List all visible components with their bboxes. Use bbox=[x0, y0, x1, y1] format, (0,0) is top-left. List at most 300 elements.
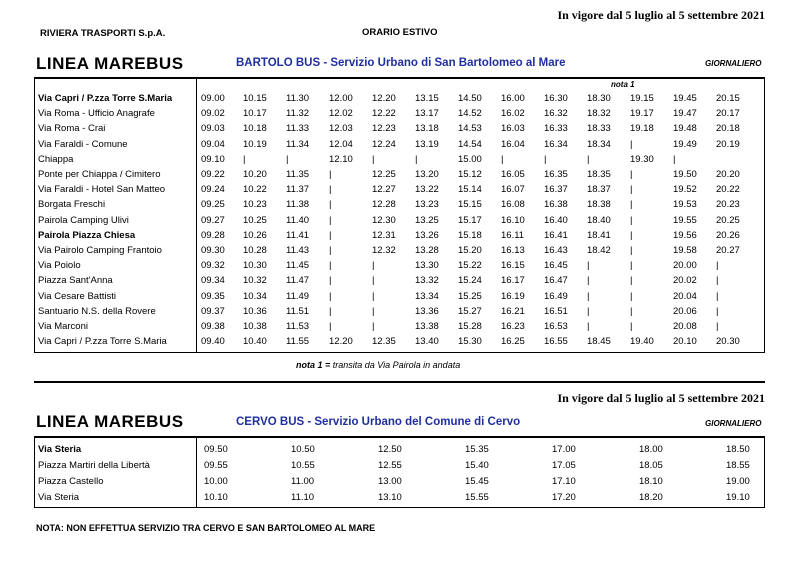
departure-time: 19.48 bbox=[673, 123, 697, 135]
departure-time: 19.40 bbox=[630, 336, 654, 348]
departure-time: 16.02 bbox=[501, 108, 525, 120]
table-row bbox=[35, 167, 756, 182]
departure-time bbox=[714, 152, 756, 167]
stop-name: Via Capri / P.zza Torre S.Maria bbox=[38, 93, 173, 104]
departure-time: 20.02 bbox=[673, 275, 697, 287]
departure-time: 10.36 bbox=[243, 305, 267, 317]
departure-time: 10.18 bbox=[243, 123, 267, 135]
departure-time: 19.18 bbox=[630, 123, 654, 135]
departure-time: 16.08 bbox=[501, 199, 525, 211]
departure-time: 16.10 bbox=[501, 214, 525, 226]
departure-time: 09.02 bbox=[201, 108, 225, 120]
departure-time: 17.00 bbox=[552, 444, 576, 455]
departure-time: 19.17 bbox=[630, 108, 654, 120]
departure-time: 11.30 bbox=[286, 93, 310, 104]
departure-time: 15.35 bbox=[465, 444, 489, 455]
departure-time: 10.38 bbox=[243, 321, 267, 333]
departure-time: 13.26 bbox=[415, 229, 439, 241]
departure-time: 18.45 bbox=[587, 336, 611, 348]
departure-time: | bbox=[587, 275, 590, 287]
departure-time: 10.23 bbox=[243, 199, 267, 211]
cervo-schedule-table bbox=[35, 442, 786, 506]
bartolo-schedule-table bbox=[35, 91, 756, 349]
stop-name: Via Cesare Battisti bbox=[38, 290, 116, 302]
departure-time: 20.17 bbox=[716, 108, 740, 120]
departure-time: 13.40 bbox=[415, 336, 439, 348]
table-row bbox=[35, 182, 756, 197]
departure-time: 14.52 bbox=[458, 108, 482, 120]
footnote-label: nota 1 = bbox=[296, 360, 331, 370]
departure-time: 11.35 bbox=[286, 169, 310, 181]
departure-time: 10.25 bbox=[243, 214, 267, 226]
departure-time: 18.42 bbox=[587, 245, 611, 257]
departure-time: 09.03 bbox=[201, 123, 225, 135]
departure-time: 16.04 bbox=[501, 138, 525, 150]
departure-time: 09.50 bbox=[204, 444, 228, 455]
departure-time: 19.45 bbox=[673, 93, 697, 104]
departure-time: | bbox=[716, 321, 719, 333]
departure-time: | bbox=[329, 229, 332, 241]
departure-time: 09.27 bbox=[201, 214, 225, 226]
departure-time: 13.18 bbox=[415, 123, 439, 135]
departure-time: 16.33 bbox=[544, 123, 568, 135]
departure-time: 12.23 bbox=[372, 123, 396, 135]
departure-time: 18.37 bbox=[587, 184, 611, 196]
footnote-text: transita da Via Pairola in andata bbox=[332, 360, 461, 370]
departure-time: 16.11 bbox=[501, 229, 525, 241]
departure-time: 20.15 bbox=[716, 93, 740, 104]
departure-time: | bbox=[372, 260, 375, 272]
departure-time: 09.22 bbox=[201, 169, 225, 181]
departure-time: 12.55 bbox=[378, 460, 402, 471]
departure-time: 17.20 bbox=[552, 492, 576, 503]
table-row bbox=[35, 197, 756, 212]
departure-time: 11.40 bbox=[286, 214, 310, 226]
table-row bbox=[35, 442, 786, 458]
departure-time: 18.40 bbox=[587, 214, 611, 226]
departure-time: | bbox=[329, 321, 332, 333]
departure-time: 12.25 bbox=[372, 169, 396, 181]
departure-time: 15.17 bbox=[458, 214, 482, 226]
departure-time: 19.00 bbox=[726, 476, 750, 487]
departure-time: 20.22 bbox=[716, 184, 740, 196]
departure-time: 13.00 bbox=[378, 476, 402, 487]
departure-time: 18.34 bbox=[587, 138, 611, 150]
departure-time: 11.53 bbox=[286, 321, 310, 333]
departure-time: 19.49 bbox=[673, 138, 697, 150]
stop-name: Chiappa bbox=[38, 153, 74, 165]
departure-time: 19.55 bbox=[673, 214, 697, 226]
frequency-label-2: GIORNALIERO bbox=[705, 419, 762, 428]
table-row bbox=[35, 121, 756, 136]
departure-time: 15.30 bbox=[458, 336, 482, 348]
departure-time: 12.30 bbox=[372, 214, 396, 226]
departure-time: 16.41 bbox=[544, 229, 568, 241]
departure-time: 12.20 bbox=[372, 93, 396, 104]
table-row bbox=[35, 304, 756, 319]
stop-name: Via Roma - Crai bbox=[38, 123, 106, 135]
departure-time: 18.35 bbox=[587, 169, 611, 181]
departure-time: 20.26 bbox=[716, 229, 740, 241]
stop-name: Via Roma - Ufficio Anagrafe bbox=[38, 108, 155, 120]
departure-time: 09.40 bbox=[201, 336, 225, 348]
line-title-2: LINEA MAREBUS bbox=[36, 412, 184, 431]
departure-time: 15.20 bbox=[458, 245, 482, 257]
departure-time: 09.38 bbox=[201, 321, 225, 333]
departure-time: 11.49 bbox=[286, 290, 310, 302]
stop-name: Santuario N.S. della Rovere bbox=[38, 305, 156, 317]
stop-name: Via Faraldi - Comune bbox=[38, 138, 128, 150]
departure-time: 09.35 bbox=[201, 290, 225, 302]
table-row bbox=[35, 91, 756, 106]
departure-time: 18.10 bbox=[639, 476, 663, 487]
table-row bbox=[35, 213, 756, 228]
departure-time: | bbox=[630, 290, 633, 302]
departure-time: 10.50 bbox=[291, 444, 315, 455]
departure-time: | bbox=[630, 260, 633, 272]
departure-time: 18.41 bbox=[587, 229, 611, 241]
validity-dates-2: In vigore dal 5 luglio al 5 settembre 2021 bbox=[557, 391, 765, 405]
departure-time: 13.34 bbox=[415, 290, 439, 302]
departure-time: 20.04 bbox=[673, 290, 697, 302]
departure-time: | bbox=[329, 184, 332, 196]
departure-time: 15.12 bbox=[458, 169, 482, 181]
frequency-label: GIORNALIERO bbox=[705, 59, 762, 68]
departure-time: 09.34 bbox=[201, 275, 225, 287]
departure-time: | bbox=[587, 260, 590, 272]
departure-time: 12.50 bbox=[378, 444, 402, 455]
service-title: BARTOLO BUS - Servizio Urbano di San Bartolomeo al Mare bbox=[236, 57, 566, 69]
season-label: ORARIO ESTIVO bbox=[362, 27, 438, 38]
departure-time: 16.49 bbox=[544, 290, 568, 302]
departure-time: 10.00 bbox=[204, 476, 228, 487]
departure-time: 12.24 bbox=[372, 138, 396, 150]
departure-time: 10.34 bbox=[243, 290, 267, 302]
departure-time: 12.31 bbox=[372, 229, 396, 241]
departure-time: 15.14 bbox=[458, 184, 482, 196]
table-row bbox=[35, 458, 786, 474]
departure-time: 19.52 bbox=[673, 184, 697, 196]
departure-time: 13.19 bbox=[415, 138, 439, 150]
departure-time: 12.32 bbox=[372, 245, 396, 257]
departure-time: 13.25 bbox=[415, 214, 439, 226]
departure-time: | bbox=[329, 305, 332, 317]
departure-time: | bbox=[630, 321, 633, 333]
page-divider bbox=[34, 381, 765, 383]
departure-time: | bbox=[587, 153, 590, 165]
departure-time: | bbox=[372, 305, 375, 317]
departure-time: 14.53 bbox=[458, 123, 482, 135]
departure-time: 10.55 bbox=[291, 460, 315, 471]
departure-time: 11.34 bbox=[286, 138, 310, 150]
departure-time: 13.30 bbox=[415, 260, 439, 272]
stop-name: Via Steria bbox=[38, 492, 80, 503]
departure-time: 18.05 bbox=[639, 460, 663, 471]
stop-name: Via Steria bbox=[38, 444, 82, 455]
departure-time: 12.35 bbox=[372, 336, 396, 348]
departure-time: 19.15 bbox=[630, 93, 654, 104]
departure-time: 20.06 bbox=[673, 305, 697, 317]
departure-time: 16.21 bbox=[501, 305, 525, 317]
departure-time: 16.32 bbox=[544, 108, 568, 120]
service-title-2: CERVO BUS - Servizio Urbano del Comune di Cervo bbox=[236, 416, 521, 428]
departure-time: 13.36 bbox=[415, 305, 439, 317]
departure-time: 20.25 bbox=[716, 214, 740, 226]
departure-time: 11.00 bbox=[291, 476, 315, 487]
departure-time: | bbox=[587, 321, 590, 333]
departure-time: 19.58 bbox=[673, 245, 697, 257]
departure-time: | bbox=[501, 153, 504, 165]
departure-time: 10.19 bbox=[243, 138, 267, 150]
departure-time: 10.32 bbox=[243, 275, 267, 287]
departure-time: 12.22 bbox=[372, 108, 396, 120]
departure-time: 09.30 bbox=[201, 245, 225, 257]
table-row bbox=[35, 490, 786, 506]
stop-name: Piazza Martiri della Libertà bbox=[38, 460, 150, 471]
stop-name: Piazza Castello bbox=[38, 476, 104, 487]
departure-time: 13.32 bbox=[415, 275, 439, 287]
departure-time: 17.10 bbox=[552, 476, 576, 487]
departure-time: 16.25 bbox=[501, 336, 525, 348]
table-row bbox=[35, 137, 756, 152]
departure-time: | bbox=[630, 275, 633, 287]
departure-time: 09.28 bbox=[201, 229, 225, 241]
table-row bbox=[35, 289, 756, 304]
stop-name: Via Poiolo bbox=[38, 260, 81, 272]
departure-time: 11.51 bbox=[286, 305, 310, 317]
departure-time: 09.25 bbox=[201, 199, 225, 211]
departure-time: 15.22 bbox=[458, 260, 482, 272]
table-row bbox=[35, 258, 756, 273]
departure-time: 20.30 bbox=[716, 336, 740, 348]
stop-name: Ponte per Chiappa / Cimitero bbox=[38, 169, 161, 181]
stop-name: Pairola Piazza Chiesa bbox=[38, 229, 136, 241]
departure-time: | bbox=[630, 184, 633, 196]
departure-time: | bbox=[329, 169, 332, 181]
departure-time: | bbox=[630, 214, 633, 226]
departure-time: 16.53 bbox=[544, 321, 568, 333]
stop-name: Pairola Camping Ulivi bbox=[38, 214, 129, 226]
departure-time: 16.07 bbox=[501, 184, 525, 196]
departure-time: 19.53 bbox=[673, 199, 697, 211]
departure-time: | bbox=[716, 260, 719, 272]
departure-time: 13.38 bbox=[415, 321, 439, 333]
departure-time: 16.38 bbox=[544, 199, 568, 211]
stop-name: Via Faraldi - Hotel San Matteo bbox=[38, 184, 166, 196]
departure-time: 12.02 bbox=[329, 108, 353, 120]
departure-time: 11.47 bbox=[286, 275, 310, 287]
departure-time: 15.24 bbox=[458, 275, 482, 287]
departure-time: | bbox=[630, 199, 633, 211]
departure-time: 10.28 bbox=[243, 245, 267, 257]
departure-time: 16.15 bbox=[501, 260, 525, 272]
stop-name: Via Marconi bbox=[38, 321, 88, 333]
departure-time: 13.22 bbox=[415, 184, 439, 196]
departure-time: 15.00 bbox=[458, 153, 482, 165]
departure-time: 15.25 bbox=[458, 290, 482, 302]
departure-time: 13.28 bbox=[415, 245, 439, 257]
departure-time: | bbox=[329, 275, 332, 287]
departure-time: 12.20 bbox=[329, 336, 353, 348]
departure-time: 16.23 bbox=[501, 321, 525, 333]
departure-time: 20.18 bbox=[716, 123, 740, 135]
footnote bbox=[296, 360, 460, 370]
departure-time: | bbox=[587, 305, 590, 317]
departure-time: 13.10 bbox=[378, 492, 402, 503]
table-row bbox=[35, 273, 756, 288]
departure-time: 14.50 bbox=[458, 93, 482, 104]
departure-time: 11.45 bbox=[286, 260, 310, 272]
line-title: LINEA MAREBUS bbox=[36, 54, 184, 73]
departure-time: | bbox=[630, 138, 633, 150]
departure-time: | bbox=[372, 290, 375, 302]
departure-time: 16.51 bbox=[544, 305, 568, 317]
departure-time: 10.10 bbox=[204, 492, 228, 503]
departure-time: 16.43 bbox=[544, 245, 568, 257]
departure-time: 10.30 bbox=[243, 260, 267, 272]
departure-time: 11.32 bbox=[286, 108, 310, 120]
departure-time: 11.55 bbox=[286, 336, 310, 348]
departure-time: 16.30 bbox=[544, 93, 568, 104]
stop-name: Borgata Freschi bbox=[38, 199, 106, 211]
stop-name: Piazza Sant'Anna bbox=[38, 275, 113, 287]
departure-time: | bbox=[329, 214, 332, 226]
departure-time: | bbox=[286, 153, 289, 165]
departure-time: | bbox=[329, 245, 332, 257]
departure-time: 18.33 bbox=[587, 123, 611, 135]
departure-time: 12.00 bbox=[329, 93, 353, 104]
departure-time: 13.20 bbox=[415, 169, 439, 181]
departure-time: 16.40 bbox=[544, 214, 568, 226]
departure-time: | bbox=[630, 169, 633, 181]
departure-time: 15.27 bbox=[458, 305, 482, 317]
departure-time: 12.27 bbox=[372, 184, 396, 196]
departure-time: 10.26 bbox=[243, 229, 267, 241]
departure-time: 16.03 bbox=[501, 123, 525, 135]
departure-time: 17.05 bbox=[552, 460, 576, 471]
departure-time: | bbox=[372, 275, 375, 287]
departure-time: 12.28 bbox=[372, 199, 396, 211]
departure-time: 16.00 bbox=[501, 93, 525, 104]
departure-time: 12.10 bbox=[329, 153, 353, 165]
departure-time: 11.41 bbox=[286, 229, 310, 241]
departure-time: 16.17 bbox=[501, 275, 525, 287]
departure-time: | bbox=[372, 153, 375, 165]
departure-time: 14.54 bbox=[458, 138, 482, 150]
departure-time: 15.55 bbox=[465, 492, 489, 503]
departure-time: 11.43 bbox=[286, 245, 310, 257]
departure-time: 16.13 bbox=[501, 245, 525, 257]
company-name: RIVIERA TRASPORTI S.p.A. bbox=[40, 28, 166, 39]
departure-time: 11.33 bbox=[286, 123, 310, 135]
note-header: nota 1 bbox=[611, 80, 635, 89]
departure-time: 09.10 bbox=[201, 153, 225, 165]
departure-time: 10.17 bbox=[243, 108, 267, 120]
departure-time: 09.55 bbox=[204, 460, 228, 471]
departure-time: | bbox=[716, 275, 719, 287]
table-row bbox=[35, 319, 756, 334]
departure-time: 19.10 bbox=[726, 492, 750, 503]
validity-dates: In vigore dal 5 luglio al 5 settembre 2021 bbox=[557, 8, 765, 22]
departure-time: 16.05 bbox=[501, 169, 525, 181]
departure-time: 18.20 bbox=[639, 492, 663, 503]
departure-time: 09.00 bbox=[201, 93, 225, 104]
departure-time: 12.03 bbox=[329, 123, 353, 135]
departure-time: 20.27 bbox=[716, 245, 740, 257]
departure-time: | bbox=[716, 290, 719, 302]
departure-time: 15.40 bbox=[465, 460, 489, 471]
departure-time: 09.24 bbox=[201, 184, 225, 196]
departure-time: | bbox=[630, 229, 633, 241]
table-row bbox=[35, 243, 756, 258]
departure-time: 16.34 bbox=[544, 138, 568, 150]
departure-time: 15.15 bbox=[458, 199, 482, 211]
departure-time: 19.56 bbox=[673, 229, 697, 241]
departure-time: | bbox=[716, 305, 719, 317]
departure-time: | bbox=[372, 321, 375, 333]
table-row bbox=[35, 106, 756, 121]
departure-time: 18.55 bbox=[726, 460, 750, 471]
departure-time: | bbox=[415, 153, 418, 165]
departure-time: 09.32 bbox=[201, 260, 225, 272]
stop-name: Via Pairolo Camping Frantoio bbox=[38, 245, 162, 257]
departure-time: 09.04 bbox=[201, 138, 225, 150]
departure-time: | bbox=[329, 260, 332, 272]
departure-time: 11.38 bbox=[286, 199, 310, 211]
departure-time: | bbox=[329, 290, 332, 302]
departure-time: 18.50 bbox=[726, 444, 750, 455]
departure-time: 20.19 bbox=[716, 138, 740, 150]
departure-time: 20.23 bbox=[716, 199, 740, 211]
table-row bbox=[35, 228, 756, 243]
departure-time: 13.17 bbox=[415, 108, 439, 120]
departure-time: 16.47 bbox=[544, 275, 568, 287]
table-row bbox=[35, 152, 756, 167]
departure-time: 10.22 bbox=[243, 184, 267, 196]
departure-time: 15.28 bbox=[458, 321, 482, 333]
departure-time: 16.19 bbox=[501, 290, 525, 302]
bottom-note: NOTA: NON EFFETTUA SERVIZIO TRA CERVO E SAN BARTOLOMEO AL MARE bbox=[36, 523, 376, 533]
departure-time: 10.20 bbox=[243, 169, 267, 181]
departure-time: | bbox=[587, 290, 590, 302]
departure-time: 20.20 bbox=[716, 169, 740, 181]
departure-time: 11.37 bbox=[286, 184, 310, 196]
departure-time: | bbox=[243, 153, 246, 165]
stop-name: Via Capri / P.zza Torre S.Maria bbox=[38, 336, 167, 348]
departure-time: 12.04 bbox=[329, 138, 353, 150]
departure-time: 16.55 bbox=[544, 336, 568, 348]
departure-time: | bbox=[630, 305, 633, 317]
departure-time: 18.00 bbox=[639, 444, 663, 455]
table-row bbox=[35, 474, 786, 490]
departure-time: 16.35 bbox=[544, 169, 568, 181]
departure-time: 15.45 bbox=[465, 476, 489, 487]
departure-time: 20.10 bbox=[673, 336, 697, 348]
departure-time: | bbox=[673, 153, 676, 165]
departure-time: | bbox=[630, 245, 633, 257]
departure-time: 20.08 bbox=[673, 321, 697, 333]
departure-time: 18.32 bbox=[587, 108, 611, 120]
departure-time: 19.50 bbox=[673, 169, 697, 181]
departure-time: 13.15 bbox=[415, 93, 439, 104]
table-row bbox=[35, 334, 756, 349]
departure-time: 19.47 bbox=[673, 108, 697, 120]
departure-time: 18.38 bbox=[587, 199, 611, 211]
departure-time: 18.30 bbox=[587, 93, 611, 104]
departure-time: 16.37 bbox=[544, 184, 568, 196]
departure-time: 16.45 bbox=[544, 260, 568, 272]
departure-time: | bbox=[544, 153, 547, 165]
